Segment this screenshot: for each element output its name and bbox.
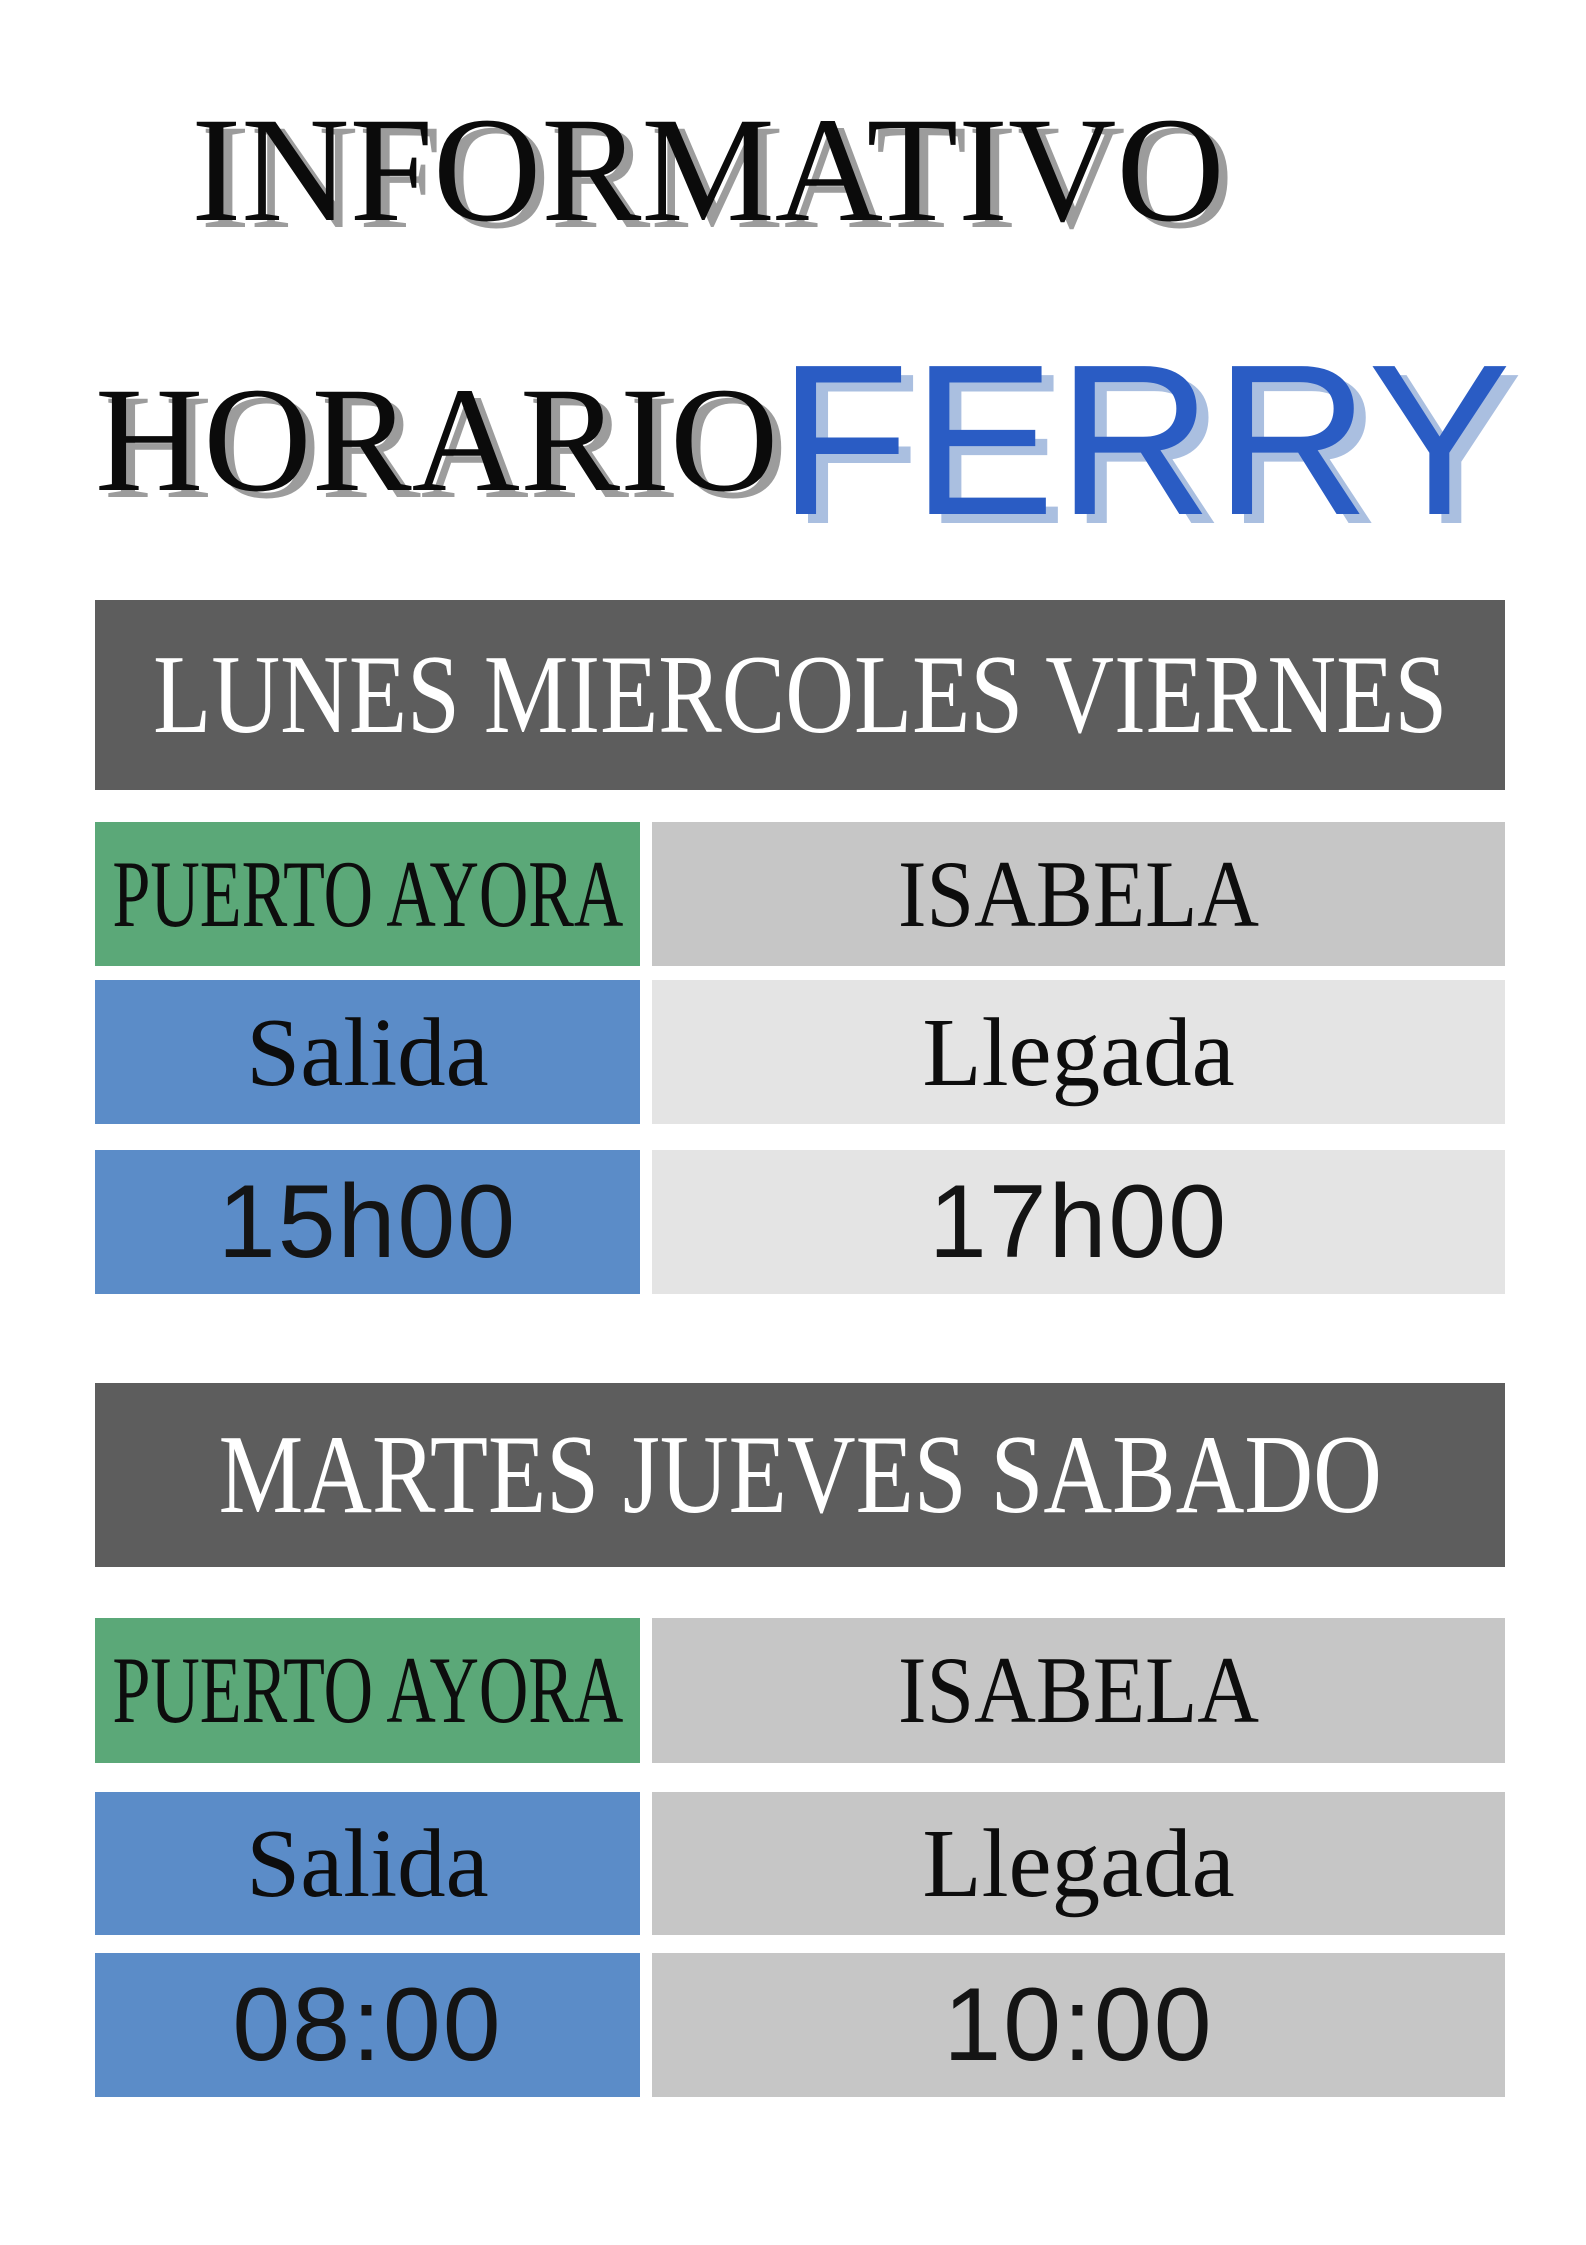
- schedule1-arrival-label: Llegada: [922, 998, 1235, 1106]
- schedule1-ports-row: [95, 822, 1505, 966]
- schedule2-arrival-time-cell: [652, 1953, 1505, 2097]
- schedule1-times-row: [95, 1150, 1505, 1294]
- schedule2-labels-row: [95, 1792, 1505, 1935]
- schedule2-arrival-label: Llegada: [922, 1810, 1235, 1917]
- schedule1-arrival-label-cell: [652, 980, 1505, 1124]
- schedule2-destination-port-label: ISABELA: [897, 1637, 1259, 1743]
- title-word-ferry: FERRY: [778, 319, 1514, 560]
- poster-title-line1: INFORMATIVO: [191, 87, 1225, 253]
- schedule2-departure-time: 08:00: [232, 1967, 503, 2083]
- days-banner-mjs: [95, 1383, 1505, 1567]
- schedule2-arrival-time: 10:00: [943, 1967, 1214, 2083]
- schedule1-destination-cell: [652, 822, 1505, 966]
- schedule1-departure-label: Salida: [246, 998, 489, 1106]
- schedule1-arrival-time: 17h00: [928, 1164, 1229, 1280]
- schedule2-destination-cell: [652, 1618, 1505, 1763]
- schedule1-destination-port-label: ISABELA: [897, 840, 1259, 947]
- days-banner-mjs-label: MARTES JUEVES SABADO: [218, 1413, 1382, 1537]
- schedule1-arrival-time-cell: [652, 1150, 1505, 1294]
- schedule2-origin-cell: [95, 1618, 640, 1763]
- schedule2-times-row: [95, 1953, 1505, 2097]
- title-word-horario: HORARIO: [95, 356, 779, 523]
- schedule1-labels-row: [95, 980, 1505, 1124]
- schedule2-departure-time-cell: [95, 1953, 640, 2097]
- schedule2-departure-label: Salida: [246, 1810, 489, 1917]
- schedule2-origin-port-label: PUERTO AYORA: [112, 1637, 623, 1743]
- schedule2-arrival-label-cell: [652, 1792, 1505, 1935]
- days-banner-lmv: [95, 600, 1505, 790]
- schedule1-origin-port-label: PUERTO AYORA: [112, 840, 623, 947]
- days-banner-lmv-label: LUNES MIERCOLES VIERNES: [152, 633, 1448, 757]
- schedule1-departure-label-cell: [95, 980, 640, 1124]
- schedule1-departure-time: 15h00: [217, 1164, 518, 1280]
- schedule2-departure-label-cell: [95, 1792, 640, 1935]
- schedule1-origin-cell: [95, 822, 640, 966]
- schedule1-departure-time-cell: [95, 1150, 640, 1294]
- poster-title-line2: [95, 319, 1514, 560]
- schedule2-ports-row: [95, 1618, 1505, 1763]
